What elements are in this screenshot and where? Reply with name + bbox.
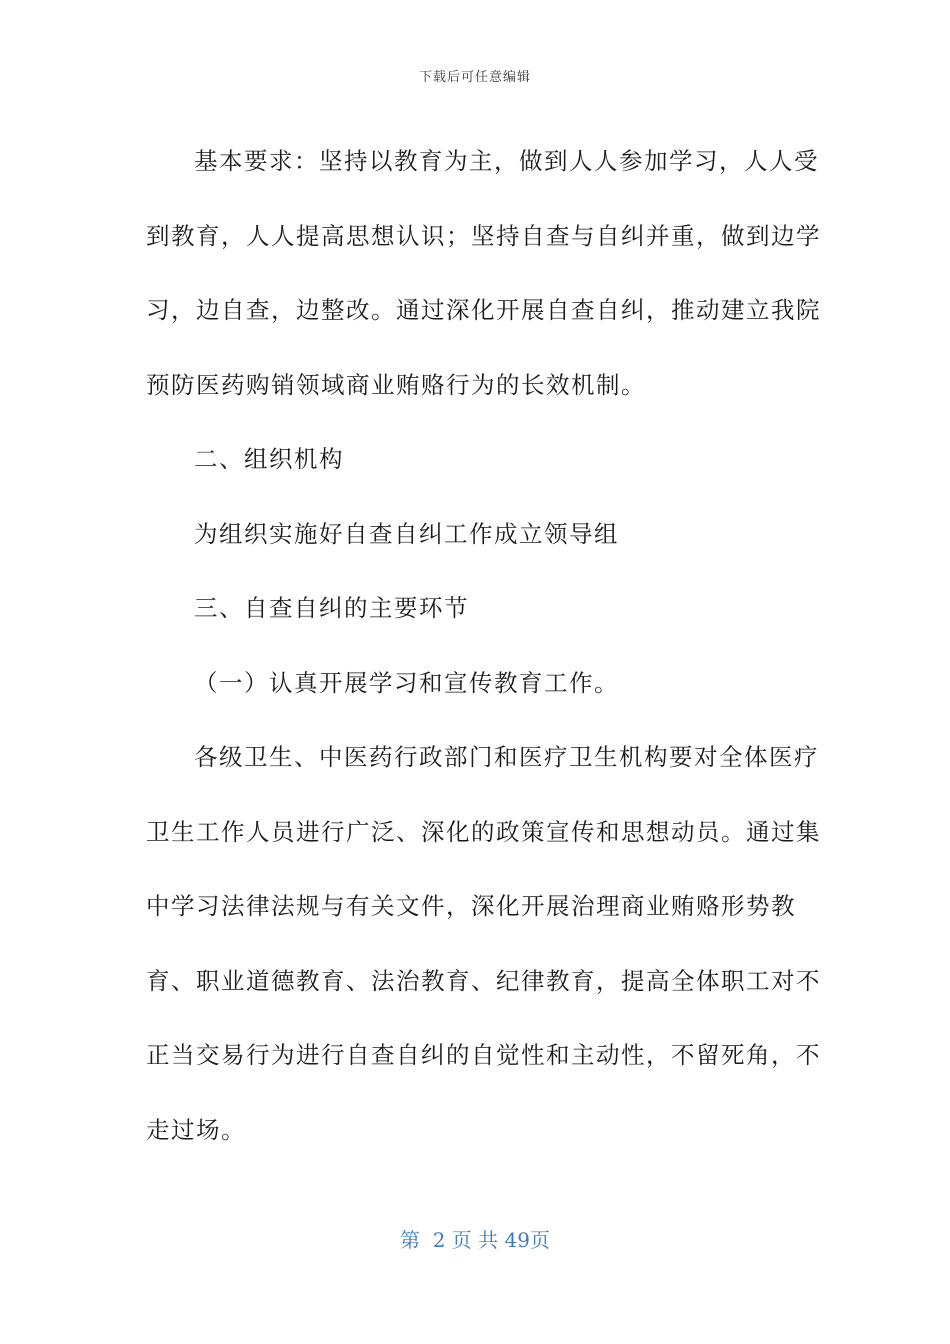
section-heading-organization: 二、组织机构 xyxy=(194,445,344,473)
page-header: 下载后可任意编辑 xyxy=(418,70,531,85)
document-body xyxy=(146,124,826,1167)
subsection-heading-study-education: （一）认真开展学习和宣传教育工作。 xyxy=(194,668,619,697)
paragraph-basic-requirements: 基本要求：坚持以教育为主，做到人人参加学习，人人受到教育，人人提高思想认识；坚持自查与自纠并重，做到边学习，边自查，边整改。通过深化开展自查自纠，推动建立我院预防医药购销领域商业贿赂行为的长效机制。 xyxy=(146,147,821,399)
section-heading-main-steps: 三、自查自纠的主要环节 xyxy=(194,594,469,622)
page-number-footer: 第 2 页 共 49页 xyxy=(400,1228,550,1252)
paragraph-policy-publicity: 各级卫生、中医药行政部门和医疗卫生机构要对全体医疗卫生工作人员进行广泛、深化的政策宣传和思想动员。通过集中学习法律法规与有关文件，深化开展治理商业贿赂形势教育、职业道德教育、法治教育、纪律教育，提高全体职工对不正当交易行为进行自查自纠的自觉性和主动性，不留死角，不走过场。 xyxy=(146,743,821,1144)
paragraph-leadership-group: 为组织实施好自查自纠工作成立领导组 xyxy=(194,519,619,548)
